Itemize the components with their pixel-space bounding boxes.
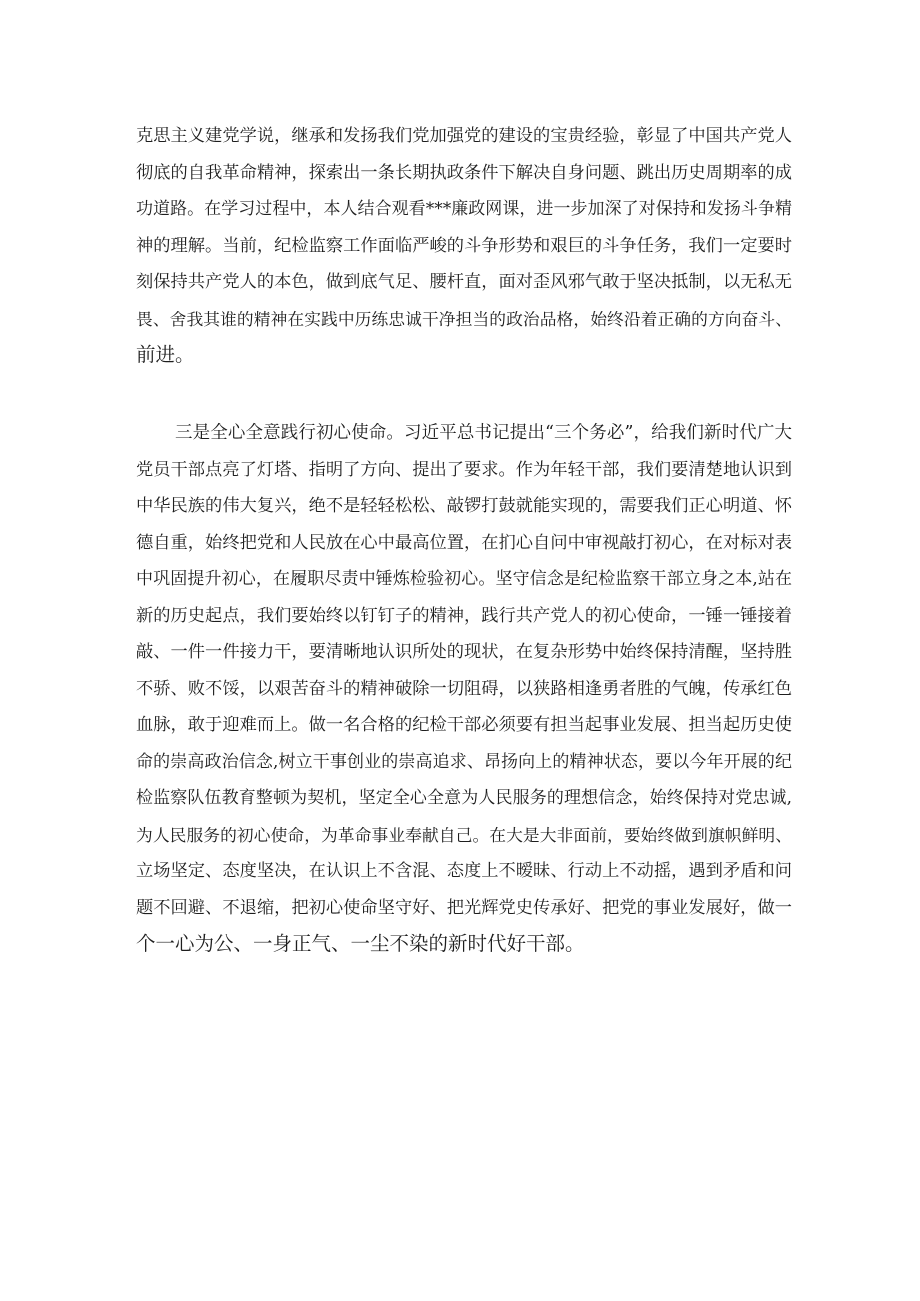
paragraph-line-last: 前进。 — [136, 343, 195, 366]
paragraph-line: 不骄、败不馁，以艰苦奋斗的精神破除一切阻碍，以狭路相逢勇者胜的气魄，传承红色 — [136, 678, 792, 699]
paragraph-line: 党员干部点亮了灯塔、指明了方向、提出了要求。作为年轻干部，我们要清楚地认识到 — [136, 459, 792, 480]
paragraph-line: 彻底的自我革命精神，探索出一条长期执政条件下解决自身问题、跳出历史周期率的成 — [136, 162, 792, 183]
paragraph-line: 题不回避、不退缩，把初心使命坚守好、把光辉党史传承好、把党的事业发展好，做一 — [136, 897, 792, 918]
paragraph-line: 敲、一件一件接力干，要清晰地认识所处的现状，在复杂形势中始终保持清醒，坚持胜 — [136, 642, 792, 662]
paragraph-line: 为人民服务的初心使命，为革命事业奉献自己。在大是大非面前，要始终做到旗帜鲜明、 — [136, 824, 792, 845]
paragraph-line: 命的崇高政治信念,树立干事创业的崇高追求、昂扬向上的精神状态，要以今年开展的纪 — [136, 751, 792, 772]
paragraph-1 — [136, 118, 792, 374]
paragraph-line: 功道路。在学习过程中，本人结合观看***廉政网课，进一步加深了对保持和发扬斗争精 — [136, 199, 792, 219]
paragraph-line: 中巩固提升初心，在履职尽责中锤炼检验初心。坚守信念是纪检监察干部立身之本,站在 — [136, 569, 792, 589]
paragraph-line: 中华民族的伟大复兴，绝不是轻轻松松、敲锣打鼓就能实现的，需要我们正心明道、怀 — [136, 496, 792, 516]
paragraph-2 — [136, 415, 792, 963]
paragraph-first-line: 三是全心全意践行初心使命。习近平总书记提出“三个务必”，给我们新时代广大 — [175, 423, 792, 443]
paragraph-line: 神的理解。当前，纪检监察工作面临严峻的斗争形势和艰巨的斗争任务，我们一定要时 — [136, 235, 792, 256]
paragraph-line: 德自重，始终把党和人民放在心中最高位置，在扪心自问中审视敲打初心，在对标对表 — [136, 532, 792, 553]
paragraph-line: 立场坚定、态度坚决，在认识上不含混、态度上不暧昧、行动上不动摇，遇到矛盾和问 — [136, 861, 792, 881]
paragraph-line: 畏、舍我其谁的精神在实践中历练忠诚干净担当的政治品格，始终沿着正确的方向奋斗、 — [136, 308, 792, 329]
paragraph-line: 刻保持共产党人的本色，做到底气足、腰杆直，面对歪风邪气敢于坚决抵制，以无私无 — [136, 272, 792, 292]
paragraph-line-last: 个一心为公、一身正气、一尘不染的新时代好干部。 — [136, 932, 585, 955]
paragraph-line: 血脉，敢于迎难而上。做一名合格的纪检干部必须要有担当起事业发展、担当起历史使 — [136, 715, 792, 735]
paragraph-line: 检监察队伍教育整顿为契机，坚定全心全意为人民服务的理想信念，始终保持对党忠诚, — [136, 788, 792, 808]
paragraph-line: 新的历史起点，我们要始终以钉钉子的精神，践行共产党人的初心使命，一锤一锤接着 — [136, 605, 792, 626]
paragraph-line: 克思主义建党学说，继承和发扬我们党加强党的建设的宝贵经验，彰显了中国共产党人 — [136, 126, 792, 146]
